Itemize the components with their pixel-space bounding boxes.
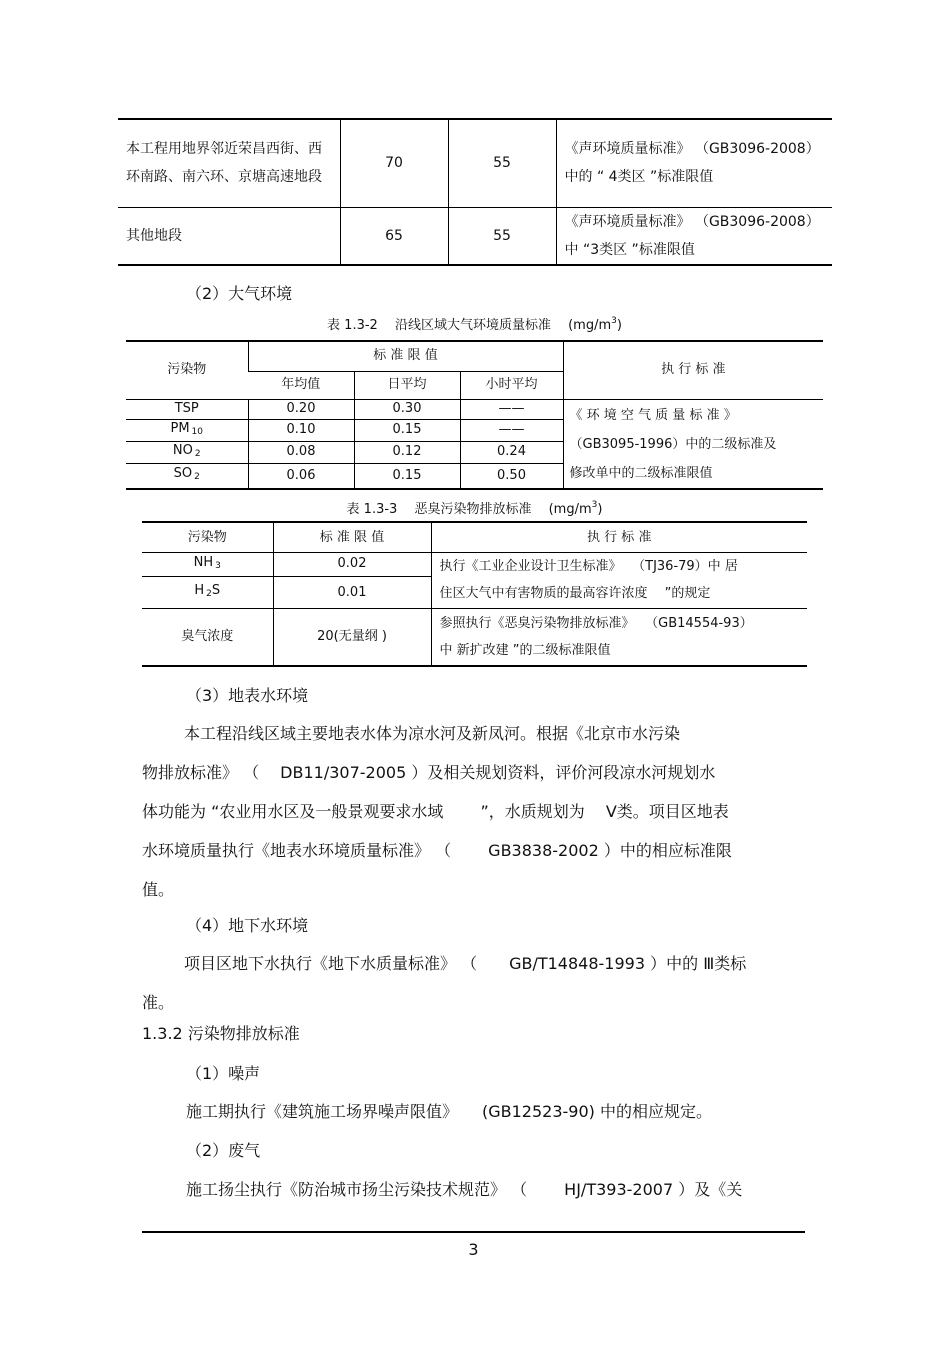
- night-limit-cell: 55: [448, 207, 556, 265]
- limit-header: 标 准 限 值: [248, 341, 563, 371]
- day-cell: 0.30: [354, 399, 460, 419]
- paragraph-line: 物排放标准》 （ DB11/307-2005 ）及相关规划资料，评价河段凉水河规划水: [142, 763, 716, 782]
- hour-cell: 0.50: [460, 463, 563, 489]
- groundwater-title: （4）地下水环境: [186, 916, 309, 935]
- surface-water-title: （3）地表水环境: [186, 686, 309, 705]
- table3-caption-end: ): [597, 502, 603, 517]
- pollutant-cell: [142, 552, 273, 576]
- table-row: [126, 399, 823, 419]
- paragraph-line: 值。: [142, 880, 175, 899]
- pollutant-header: 污染物: [126, 341, 248, 399]
- header-row: [126, 341, 823, 371]
- table-row: [118, 119, 832, 207]
- limit-cell: 0.02: [273, 552, 431, 576]
- standard-line: 执行《工业企业设计卫生标准》 （TJ36-79）中 居: [439, 559, 738, 574]
- standard-line: 修改单中的二级标准限值: [569, 465, 713, 481]
- table2-caption-text: 表 1.3-2 沿线区域大气环境质量标准 (mg/m: [327, 318, 612, 333]
- limit-cell: 0.01: [273, 576, 431, 608]
- table2-caption-end: ): [616, 318, 622, 333]
- year-cell: 0.10: [248, 419, 354, 441]
- year-cell: 0.06: [248, 463, 354, 489]
- area-cell: 其他地段: [118, 207, 340, 265]
- pollutant-name: PM: [170, 420, 190, 436]
- pollutant-cell: [142, 576, 273, 608]
- surface-water-paragraph: [142, 714, 812, 909]
- standard-line: 中 新扩改建 ”的二级标准限值: [439, 642, 611, 658]
- standard-cell: [431, 552, 807, 608]
- header-row: [142, 522, 807, 552]
- standard-cell: 《声环境质量标准》 （GB3096-2008）中 “3类区 ”标准限值: [556, 207, 832, 265]
- noise-standard-table: [118, 118, 832, 266]
- pollutant-name: SO: [173, 466, 193, 482]
- pollutant-cell: [126, 463, 248, 489]
- pollutant-name: TSP: [174, 401, 199, 416]
- pollutant-name: NH: [193, 554, 214, 570]
- day-cell: 0.15: [354, 419, 460, 441]
- paragraph-line: 项目区地下水执行《地下水质量标准》 （ GB/T14848-1993 ）中的 Ⅲ类标: [184, 954, 747, 973]
- day-header: 日平均: [354, 371, 460, 399]
- table-row: [142, 608, 807, 666]
- night-limit-cell: 55: [448, 119, 556, 207]
- pollutant-cell: 臭气浓度: [142, 608, 273, 666]
- year-header: 年均值: [248, 371, 354, 399]
- pollutant-name-tail: S: [211, 582, 221, 598]
- pollutant-subscript: 10: [191, 426, 203, 437]
- table2-caption-sup: 3: [611, 316, 617, 326]
- page-number: 3: [468, 1240, 479, 1259]
- pollutant-cell: [126, 441, 248, 463]
- footer-rule: [142, 1231, 805, 1233]
- day-limit-cell: 70: [340, 119, 448, 207]
- pollutant-subscript: 2: [194, 448, 201, 459]
- exhaust-title: （2）废气: [186, 1141, 261, 1160]
- standard-line: 《 环 境 空 气 质 量 标 准 》: [569, 407, 737, 423]
- standard-cell: [431, 608, 807, 666]
- paragraph-line: 水环境质量执行《地表水环境质量标准》 （ GB3838-2002 ）中的相应标准限: [142, 841, 732, 860]
- limit-header: 标 准 限 值: [273, 522, 431, 552]
- noise-paragraph: 施工期执行《建筑施工场界噪声限值》 (GB12523-90) 中的相应规定。: [186, 1102, 712, 1121]
- table-row: [118, 207, 832, 265]
- day-cell: 0.15: [354, 463, 460, 489]
- standard-header: 执 行 标 准: [431, 522, 807, 552]
- hour-cell: 0.24: [460, 441, 563, 463]
- exhaust-paragraph: 施工扬尘执行《防治城市扬尘污染技术规范》 （ HJ/T393-2007 ）及《关: [186, 1180, 743, 1199]
- standard-header: 执 行 标 准: [563, 341, 823, 399]
- standard-cell: [563, 399, 823, 489]
- year-cell: 0.08: [248, 441, 354, 463]
- limit-cell: 20(无量纲 ): [273, 608, 431, 666]
- table3-caption-text: 表 1.3-3 恶臭污染物排放标准 (mg/m: [346, 502, 592, 517]
- table3-caption: [142, 498, 807, 517]
- standard-line: 住区大气中有害物质的最高容许浓度 ”的规定: [439, 586, 711, 601]
- pollutant-name: H: [194, 582, 205, 598]
- section-air-title: （2）大气环境: [186, 284, 293, 303]
- area-cell: 本工程用地界邻近荣昌西街、西环南路、南六环、京塘高速地段: [118, 119, 340, 207]
- year-cell: 0.20: [248, 399, 354, 419]
- day-cell: 0.12: [354, 441, 460, 463]
- table-row: [142, 552, 807, 576]
- hour-cell: ——: [460, 419, 563, 441]
- groundwater-paragraph: [142, 944, 812, 1022]
- table3-caption-sup: 3: [591, 500, 598, 510]
- standard-line: （GB3095-1996）中的二级标准及: [569, 436, 777, 452]
- noise-title: （1）噪声: [186, 1064, 261, 1083]
- section-heading: 1.3.2 污染物排放标准: [142, 1024, 300, 1043]
- pollutant-name: NO: [172, 442, 193, 458]
- table2-caption: [126, 314, 823, 333]
- pollutant-subscript: 2: [206, 588, 212, 599]
- hour-header: 小时平均: [460, 371, 563, 399]
- standard-cell: 《声环境质量标准》 （GB3096-2008）中的 “ 4类区 ”标准限值: [556, 119, 832, 207]
- standard-line: 参照执行《恶臭污染物排放标准》 （GB14554-93）: [439, 615, 753, 631]
- day-limit-cell: 65: [340, 207, 448, 265]
- pollutant-cell: [126, 399, 248, 419]
- hour-cell: ——: [460, 399, 563, 419]
- pollutant-subscript: 2: [194, 472, 200, 483]
- paragraph-line: 本工程沿线区域主要地表水体为凉水河及新凤河。根据《北京市水污染: [184, 724, 681, 743]
- paragraph-line: 体功能为 “农业用水区及一般景观要求水域 ”，水质规划为 Ⅴ类。项目区地表: [142, 802, 729, 821]
- pollutant-header: 污染物: [142, 522, 273, 552]
- pollutant-cell: [126, 419, 248, 441]
- pollutant-subscript: 3: [215, 560, 221, 571]
- odor-emission-table: [142, 521, 807, 667]
- air-quality-table: [126, 340, 823, 490]
- paragraph-line: 准。: [142, 993, 175, 1012]
